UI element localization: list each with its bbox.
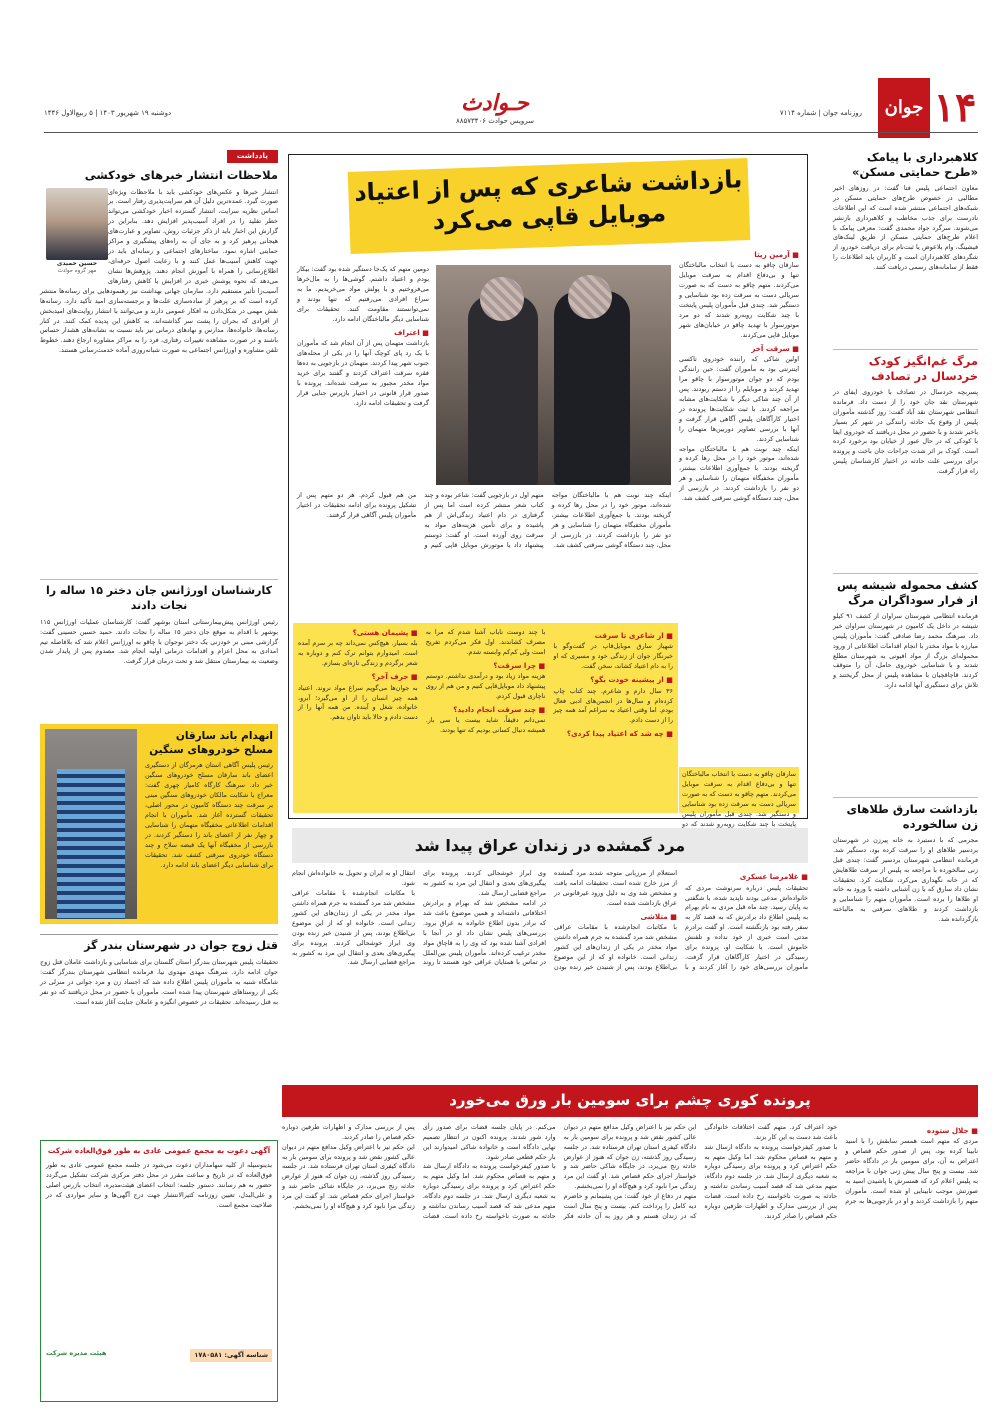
lead-body-1: سارقان چاقو به دست با انتخاب مالباختگان تنها و بی‌دفاع اقدام به سرقت موبایل می‌کردند. متهم چاقو به دست که به صورت سریالی دست به سرقت زده بود شناسایی و دستگیر شد. چندی قبل مأموران پلیس پایتخت با چند شکایت روبه‌رو شدند که دو مرد موتورسوار با تهدید چاقو در خیابان‌های شهر موبایل قاپی می‌کردند. — [679, 261, 799, 339]
lead-col-right-bottom — [679, 767, 799, 828]
suspect-2 — [554, 291, 630, 485]
gang-story — [40, 724, 278, 924]
murder-title: قتل زوج جوان در شهرستان بندر گز — [84, 939, 278, 952]
iraq-body-2: با مکاتبات انجام‌شده با مقامات عراقی مشخص شد مرد گمشده به جرم همراه داشتن مواد مخدر در یکی از زندان‌های این کشور زندانی است. خانواده او که از این موضوع بی‌اطلاع بودند، پس از شنیدن خبر زنده بودن وی ابراز خوشحالی کردند. پرونده برای پیگیری‌های بعدی و انتقال این مرد به کشور به مراجع قضایی ارسال شد. — [423, 869, 677, 971]
author-role: مهر گروه حوادث — [57, 268, 97, 275]
ad-signature: هیئت مدیره شرکت — [46, 1348, 107, 1357]
newspaper-logo: جوان — [878, 78, 930, 138]
interview-a4: نمی‌دانم دقیقاً، شاید بیست یا سی بار. همیشه دنبال کسانی بودیم که تنها بودند. — [425, 716, 546, 735]
suspect-1 — [468, 295, 538, 485]
eye-body-6: این حکم نیز با اعتراض وکیل مدافع متهم در دیوان عالی کشور نقض شد و پرونده برای سومین بار به دادگاه کیفری استان تهران فرستاده شد. در جلسه رسیدگی روز گذشته، زن جوان که هنوز از عوارض حادثه رنج می‌برد، در جایگاه شاکی حاضر شد و خواستار اجرای حکم قصاص شد. او گفت این مرد زندگی مرا نابود کرد و هیچ‌گاه او را نمی‌بخشم. — [282, 1142, 415, 1211]
interview-title: ■ از شاعری تا سرقت — [553, 631, 673, 641]
ad-title: آگهی دعوت به مجمع عمومی عادی به طور فوق‌العاده شرکت — [47, 1146, 271, 1155]
editorial-note — [40, 150, 278, 575]
editorial-title: ملاحظات انتشار خبرهای خودکشی — [84, 167, 278, 182]
interview-a3: هزینه مواد زیاد بود و درآمدی نداشتم. دوستم پیشنهاد داد موبایل‌قاپی کنیم و من هم از روی ناچاری قبول کردم. — [425, 672, 546, 701]
interview-q4: ■ چند سرقت انجام دادید؟ — [426, 705, 546, 715]
brief-2-body: پسربچه خردسال در تصادف با خودروی ایفای در شهرستان نقد جان خود را از دست داد. فرمانده انتظامی شهرستان نقد آباد گفت: روز گذشته مأموران پلیس از وقوع یک حادثه رانندگی در شهر کر بسیار باخبر شدند و با حضور در محل دریافتند که خودروی ایفا با کودکی که در حال عبور از خیابان بود برخورد کرده است. کودک بر اثر شدت جراحات جان باخت و پرونده برای بررسی علت حادثه در اختیار کارشناسان پلیس راه قرار گرفت. — [833, 387, 978, 476]
emergency-title: کارشناسان اورژانس جان دختر ۱۵ ساله را نجات دادند — [46, 584, 272, 612]
date-info: دوشنبه ۱۹ شهریور ۱۴۰۳ | ۵ ربیع‌الاول ۱۴۴۶ — [44, 109, 172, 117]
eye-title: پرونده کوری چشم برای سومین بار ورق می‌خورد — [282, 1085, 978, 1117]
iraq-body-4: با مکاتبات انجام‌شده با مقامات عراقی مشخص شد مرد گمشده به جرم همراه داشتن مواد مخدر در یکی از زندان‌های این کشور زندانی است. خانواده او که از این موضوع بی‌اطلاع بودند، پس از شنیدن خبر زنده بودن وی ابراز خوشحالی کردند. پرونده برای پیگیری‌های بعدی و انتقال این مرد به کشور به مراجع قضایی ارسال شد. — [292, 889, 415, 967]
brief-2 — [833, 354, 978, 569]
service-line: سرویس حوادث ۸۸۵۷۳۴۰۶ — [455, 117, 535, 125]
lead-body-4: متهم اول در بازجویی گفت: شاعر بوده و چند کتاب شعر منتشر کرده است اما پس از گرفتاری در دام اعتیاد زندگی‌اش از هم پاشیده و برای تأمین هزینه‌های مواد به سرقت روی آورده است. او گفت: دوستم پیشنهاد داد با موتورش موبایل قاپی کنیم و من هم قبول کردم. هر دو متهم پس از تشکیل پرونده برای ادامه تحقیقات در اختیار مأموران پلیس آگاهی قرار گرفتند. — [297, 491, 544, 549]
lead-body-6: بازداشت متهمان پس از آن انجام شد که مأموران با یک رد پای کوچک آنها را در یکی از محله‌های جنوب شهر پیدا کردند. متهمان در بازجویی به ده‌ها فقره سرقت اعتراف کردند و گفتند برای خرید مواد مخدر مجبور به سرقت شده‌اند. پرونده با صدور قرار قانونی در اختیار بازپرس جنایی قرار گرفت و تحقیقات ادامه دارد. — [297, 338, 429, 407]
lead-body-2: اولین شاکی که راننده خودروی تاکسی اینترنتی بود به مأموران گفت: حین رانندگی بودم که دو جوان موتورسوار با چاقو مرا تهدید کردند و موبایلم را از دستم ربودند. پس از آن چند شاکی دیگر با شکایت‌های مشابه مراجعه کردند. با ثبت شکایت‌ها پرونده در اختیار کارآگاهان پلیس آگاهی قرار گرفت و آنها با بررسی تصاویر دوربین‌ها متهمان را شناسایی کردند. — [679, 355, 799, 443]
brief-1-title: کلاهبرداری با پیامک «طرح حمایتی مسکن» — [852, 150, 978, 179]
brief-1-body: معاون اجتماعی پلیس فتا گفت: در روزهای اخیر مطالبی در خصوص طرح‌های حمایتی مسکن در شبکه‌های اجتماعی منتشر شده است که این اطلاعات نادرست برای جذب مخاطب و کلاهبرداری بازنشر می‌شوند. سرگرد جواد محمدی گفت: معرفی پیامک با اعلام طرح‌های حمایتی مسکن از طریق لینک‌های فیشینگ، وام بلاعوض یا ثبت‌نام برای دریافت خودرو، از شگردهای کلاهبرداران است و کاربران باید اطلاعات را فقط از سامانه‌های رسمی دریافت کنند. — [833, 183, 978, 272]
divider — [40, 579, 278, 580]
iraq-byline: ■ غلامرضا عسکری — [685, 872, 808, 882]
ad-footer — [46, 1349, 272, 1362]
lead-col-mid — [297, 491, 671, 621]
ad-note: شناسه آگهی: ۱۷۸۰۵۸۱ — [190, 1349, 272, 1362]
brief-3-body: فرمانده انتظامی شهرستان سراوان از کشف ۹۱ کیلو شیشه در داخل یک کامیون در شهرستان سراوان خبر داد. سرهنگ محمد رضا صادقی گفت: مأموران پلیس مبارزه با مواد مخدر با انجام اقدامات اطلاعاتی از ورود محموله‌ای بزرگ از مواد افیونی به شهرستان مطلع شدند و با شناسایی خودروی حامل، آن را متوقف کردند. قاچاقچیان با مشاهده پلیس از محل گریختند و تلاش برای دستگیری آنها ادامه دارد. — [833, 611, 978, 690]
page-number: ۱۴ — [933, 84, 977, 131]
eye-body-1: مردی که متهم است همسر سابقش را با اسید نابینا کرده بود، پس از صدور حکم قصاص و اعتراض به آن، برای سومین بار در دادگاه حاضر شد. بیست و پنج سال پیش زنی جوان با مراجعه به پلیس اعلام کرد که همسرش با پاشیدن اسید به صورتش موجب نابینایی او شده است. مأموران متهم را بازداشت کردند و او در بازجویی‌ها به جرم خود اعتراف کرد. متهم گفت اختلافات خانوادگی باعث شد دست به این کار بزند. — [704, 1122, 978, 1205]
interview-box — [293, 623, 678, 813]
divider — [833, 349, 978, 350]
interview-a2: با چند دوست ناباب آشنا شدم که مرا به مصرف کشاندند. اول فکر می‌کردم تفریح است ولی کم‌کم وابسته شدم. — [425, 628, 546, 656]
brief-4 — [833, 802, 978, 1047]
interview-a5: بله بسیار. هیچ‌کس نمی‌داند چه بر سرم آمده است. امیدوارم بتوانم ترک کنم و دوباره به شعر برگردم و زندگی تازه‌ای بسازم. — [298, 639, 418, 668]
lead-title-line1: بازداشت شاعری که پس از اعتیاد — [353, 165, 743, 207]
lead-body-3: اینکه چند نوبت هم با مالباختگان مواجه شده‌اند، موتور خود را در محل رها کرده و گریخته بودند. با جمع‌آوری اطلاعات بیشتر، مأموران مخفیگاه متهمان را شناسایی و هر دو نفر را بازداشت کردند. در بازرسی از محل، چند دستگاه گوشی سرقتی کشف شد. — [551, 491, 671, 549]
interview-intro: شهیاز سارق موبایل‌قاپ در گفت‌وگو با خبرنگار جوان از زندگی خود و مسیری که او را به دام اعتیاد کشاند، سخن گفت. — [553, 642, 673, 671]
iraq-body-columns — [292, 869, 808, 1079]
paper-info: روزنامه جوان | شماره ۷۱۱۴ — [779, 109, 862, 117]
section-logo: حـوادث — [460, 90, 530, 116]
eye-body-5: با صدور کیفرخواست پرونده به دادگاه ارسال شد و متهم به قصاص محکوم شد. اما وکیل متهم به حکم اعتراض کرد و پرونده برای رسیدگی دوباره به شعبه دیگری ارسال شد. در جلسه دوم دادگاه، متهم مدعی شد که قصد آسیب رساندن نداشته و حادثه به صورت ناخواسته رخ داده است. قضات پس از بررسی مدارک و اظهارات طرفین دوباره حکم قصاص را صادر کردند. — [282, 1122, 556, 1221]
iraq-body-1: تحقیقات پلیس درباره سرنوشت مردی که خانواده‌اش مدعی بودند ناپدید شده، با شگفتی به پایان رسید. چند ماه قبل مردی به نام بهرام به پلیس اطلاع داد برادرش که به قصد کار به سفر رفته بود بازنگشته است. او گفت برادرم مدتی است خبری از خود نداده و تلفنش خاموش است. با شکایت او، پرونده برای رسیدگی در اختیار کارآگاهان قرار گرفت. مأموران بررسی‌های خود را آغاز کردند و با استعلام از مرزبانی متوجه شدند مرد گمشده از مرز خارج شده است. تحقیقات ادامه یافت و مشخص شد وی به دلیل ورود غیرقانونی در عراق بازداشت شده است. — [554, 869, 808, 971]
interview-a6: به جوان‌ها می‌گویم سراغ مواد نروند. اعتیاد همه چیز انسان را از او می‌گیرد؛ آبرو، خانواده، شغل و آینده. من همه آنها را از دست دادم و حالا باید تاوان بدهم. — [298, 683, 418, 722]
interview-q5: ■ پشیمان هستی؟ — [298, 628, 418, 638]
interview-q3: ■ چرا سرقت؟ — [426, 661, 546, 671]
interview-q1: ■ از پیشینه خودت بگو؟ — [553, 675, 673, 685]
advertisement — [40, 1140, 278, 1402]
lead-subhead-2: ■ اعتراف — [297, 328, 429, 338]
lead-body-2b: اینکه چند نوبت هم با مالباختگان مواجه شده‌اند، موتور خود را در محل رها کرده و گریخته بودند. با جمع‌آوری اطلاعات بیشتر، مأموران مخفیگاه متهمان را شناسایی و هر دو نفر را بازداشت کردند. در بازرسی از محل، چند دستگاه گوشی سرقتی کشف شد. — [679, 444, 799, 503]
iraq-body-3: در ادامه مشخص شد که بهرام و برادرش اختلافاتی داشته‌اند و همین موضوع باعث شد که برادر بدون اطلاع خانواده به عراق برود. بررسی‌های پلیس نشان داد او در آنجا با افرادی آشنا شده بود که وی را به قاچاق مواد مخدر ترغیب کرده‌اند. مأموران پلیس بین‌الملل در تماس با همتایان عراقی خود هستند تا روند انتقال او به ایران و تحویل به خانواده‌اش انجام شود. — [292, 869, 546, 967]
lead-headline — [348, 158, 751, 254]
interview-q2: ■ چه شد که اعتیاد پیدا کردی؟ — [553, 729, 673, 739]
right-column — [833, 150, 978, 1050]
brief-3-title: کشف محموله شیشه پس از فرار سوداگران مرگ — [837, 578, 978, 607]
eye-byline: ■ جلال ستوده — [845, 1126, 978, 1136]
suspect-clothing — [57, 769, 125, 919]
author-name: حسین حمیدی — [56, 259, 98, 267]
brief-3 — [833, 578, 978, 793]
masthead-rule — [44, 132, 978, 133]
blurred-face-2 — [568, 275, 612, 319]
interview-q6: ■ حرف آخر؟ — [298, 672, 418, 682]
eye-body-4: متهم در دفاع از خود گفت: من پشیمانم و حاضرم دیه کامل را پرداخت کنم. بیست و پنج سال است که در زندان هستم و هر روز به آن حادثه فکر می‌کنم. در پایان جلسه قضات برای صدور رأی وارد شور شدند. پرونده اکنون در انتظار تصمیم نهایی دادگاه است و خانواده شاکی امیدوارند این بار حکم قطعی صادر شود. — [422, 1122, 697, 1221]
brief-1 — [833, 150, 978, 345]
lead-title-line2: موبایل قاپی می‌کرد — [432, 199, 667, 236]
emergency-body: رئیس اورژانس پیش‌بیمارستانی استان بوشهر گفت: کارشناسان عملیات اورژانس ۱۱۵ بوشهر با اقدام به موقع جان دختر ۱۵ ساله را نجات دادند. حمید حسین حسینی گفت: گزارشی مبنی بر خودزنی یک دختر نوجوان با چاقو به اورژانس اعلام شد که بلافاصله تیم امدادی به محل اعزام و اقدامات درمانی اولیه انجام شد. مصدوم پس از پایدار شدن وضعیت به بیمارستان منتقل شد و تحت درمان قرار گرفت. — [40, 617, 279, 666]
eye-story — [282, 1085, 978, 1405]
lead-body-extra: سارقان چاقو به دست با انتخاب مالباختگان تنها و بی‌دفاع اقدام به سرقت موبایل می‌کردند. متهم چاقو به دست که به صورت سریالی دست به سرقت زده بود شناسایی و دستگیر شد. چندی قبل مأموران پلیس پایتخت با چند شکایت روبه‌رو شدند که دو — [682, 770, 796, 828]
masthead — [0, 0, 992, 135]
brief-4-body: مجرمی که با دستبرد به خانه پیرزن در شهرستان بردسیر طلاهای او را سرقت کرده بود، دستگیر شد. فرمانده انتظامی شهرستان بردسیر گفت: چندی قبل زنی سالخورده با مراجعه به پلیس از سرقت طلاهایش که در خانه نگهداری می‌کرد، شکایت کرد. تحقیقات نشان داد سارق که با زن آشنایی داشته با ورود به خانه او طلاها را برده است. مأموران متهم را شناسایی و بازداشت کردند و طلاهای سرقتی به مالباخته بازگردانده شد. — [833, 835, 978, 924]
emergency-story — [40, 584, 278, 724]
lead-byline: ■ آرمین ریتا — [679, 250, 799, 260]
interview-a1: ۳۶ سال دارم و شاعرم. چند کتاب چاپ کرده‌ام و سال‌ها در انجمن‌های ادبی فعال بودم. اما وقتی اعتیاد به سراغم آمد همه چیز را از دست دادم. — [553, 686, 673, 725]
brief-4-title: بازداشت سارق طلاهای زن سالخورده — [846, 802, 978, 831]
divider — [833, 797, 978, 798]
lead-subhead-1: ■ سرقت آخر — [679, 344, 799, 354]
gang-photo — [45, 729, 137, 919]
divider — [833, 573, 978, 574]
author-photo — [46, 188, 108, 260]
iraq-title: مرد گمشده در زندان عراق پیدا شد — [292, 828, 808, 863]
editorial-body: انتشار خبرها و عکس‌های خودکشی باید با ملاحظات ویژه‌ای صورت گیرد. عمده‌ترین دلیل آن هم سرایت‌پذیری رفتار است. بر اساس نظریه سرایت، انتشار گسترده اخبار خودکشی می‌تواند خطر تقلید را در افراد آسیب‌پذیر افزایش دهد. بنابراین در گزارش این اخبار باید از ذکر جزئیات روش، تصاویر و عبارت‌های هیجانی پرهیز کرد و به جای آن به راه‌های پیشگیری و مراکز حمایتی اشاره نمود. ساختارهای اجتماعی و رسانه‌ای باید در جهت کاهش آسیب‌ها عمل کنند و با رعایت اصول حرفه‌ای، اطلاع‌رسانی را همراه با آموزش انجام دهند. پژوهش‌ها نشان می‌دهد که نحوه پوشش خبری در افزایش یا کاهش رفتارهای آسیب‌زا تأثیر مستقیم دارد. سازمان جهانی بهداشت نیز رهنمودهایی برای رسانه‌ها منتشر کرده است که بر پرهیز از ساده‌سازی علت‌ها و برجسته‌سازی امید تأکید دارد. رسانه‌ها نقش مهمی در شکل‌دادن به افکار عمومی دارند و می‌توانند با انتشار روایت‌های امیدبخش از افرادی که بحران را پشت سر گذاشته‌اند، به کاهش این پدیده کمک کنند. در کنار رسانه‌ها، خانواده‌ها، مدارس و نهادهای درمانی نیز باید نسبت به نشانه‌های هشدار حساس باشند و در صورت مشاهده تغییرات رفتاری، فرد را به مراکز مشاوره ارجاع دهند. خطوط تلفن مشاوره و اورژانس اجتماعی به صورت شبانه‌روزی آماده خدمت‌رسانی هستند. — [40, 187, 278, 355]
brief-2-title: مرگ غم‌انگیز کودک خردسال در تصادف — [868, 354, 978, 383]
ad-body: بدینوسیله از کلیه سهامداران دعوت می‌شود در جلسه مجمع عمومی عادی به طور فوق‌العاده که در تاریخ و ساعت مقرر در محل دفتر مرکزی شرکت تشکیل می‌گردد حضور به هم رسانند. دستور جلسه: انتخاب اعضای هیئت‌مدیره، انتخاب بازرس اصلی و علی‌البدل، تعیین روزنامه کثیرالانتشار جهت درج آگهی‌ها و سایر مواردی که در صلاحیت مجمع است. — [46, 1160, 272, 1209]
eye-body-2: با صدور کیفرخواست پرونده به دادگاه ارسال شد و متهم به قصاص محکوم شد. اما وکیل متهم به حکم اعتراض کرد و پرونده برای رسیدگی دوباره به شعبه دیگری ارسال شد. در جلسه دوم دادگاه، متهم مدعی شد که قصد آسیب رساندن نداشته و حادثه به صورت ناخواسته رخ داده است. قضات پس از بررسی مدارک و اظهارات طرفین دوباره حکم قصاص را صادر کردند. — [704, 1142, 838, 1221]
iraq-story — [292, 828, 808, 1078]
gang-title: انهدام باند سارقان مسلح خودروهای سنگین — [149, 730, 273, 757]
iraq-subhead: ■ متلاشی — [554, 912, 677, 922]
murder-story — [40, 934, 278, 1054]
author-box — [46, 188, 108, 277]
murder-body: تحقیقات پلیس شهرستان بندرگز استان گلستان برای شناسایی و بازداشت عاملان قتل زوج جوان ادامه دارد. سرهنگ مهدی مهدوی نیا، فرمانده انتظامی شهرستان بندرگز گفت: شامگاه شنبه به مأموران پلیس اطلاع داده شد که اجساد زن و مرد جوانی در منزلی در یکی از روستاهای شهرستان پیدا شده است. مأموران با حضور در محل دریافتند که دو نفر به قتل رسیده‌اند. تحقیقات در خصوص انگیزه و عاملان جنایت آغاز شده است. — [40, 957, 278, 1006]
eye-body-3: این حکم نیز با اعتراض وکیل مدافع متهم در دیوان عالی کشور نقض شد و پرونده برای سومین بار به دادگاه کیفری استان تهران فرستاده شد. در جلسه رسیدگی روز گذشته، زن جوان که هنوز از عوارض حادثه رنج می‌برد، در جایگاه شاکی حاضر شد و خواستار اجرای حکم قصاص شد. او گفت این مرد زندگی مرا نابود کرد و هیچ‌گاه او را نمی‌بخشم. — [563, 1122, 697, 1191]
editorial-badge: یادداشت — [227, 150, 278, 163]
left-column — [40, 150, 278, 1150]
lead-photo — [436, 265, 671, 485]
blurred-face-1 — [480, 277, 524, 321]
lead-body-5: دومین متهم که یک‌جا دستگیر شده بود گفت: بیکار بودم و اعتیاد داشتم. گوشی‌ها را به مال‌خرها می‌فروختیم و با پولش مواد می‌خریدیم. ما به سراغ افرادی می‌رفتیم که تنها بودند و نمی‌توانستند مقاومت کنند. تحقیقات برای شناسایی دیگر مالباختگان ادامه دارد. — [297, 265, 429, 323]
eye-body-columns — [282, 1123, 978, 1403]
lead-col-1 — [679, 247, 799, 807]
gang-body: رئیس پلیس آگاهی استان هرمزگان از دستگیری اعضای باند سارقان مسلح خودروهای سنگین خبر داد. سرهنگ کارگاه کامیار چهری گفت: معراج با شکایت مالکان خودروهای سنگین مبنی بر سرقت چند دستگاه کامیون در محور اصلی، تحقیقات گسترده آغاز شد. مأموران با انجام اقدامات اطلاعاتی مخفیگاه متهمان را شناسایی و چهار نفر از اعضای باند را دستگیر کردند. در بازرسی از مخفیگاه آنها یک قبضه سلاح و چند دستگاه خودروی سرقتی کشف شد. تحقیقات برای شناسایی دیگر اعضای باند ادامه دارد. — [145, 761, 273, 869]
lead-story — [288, 154, 808, 828]
